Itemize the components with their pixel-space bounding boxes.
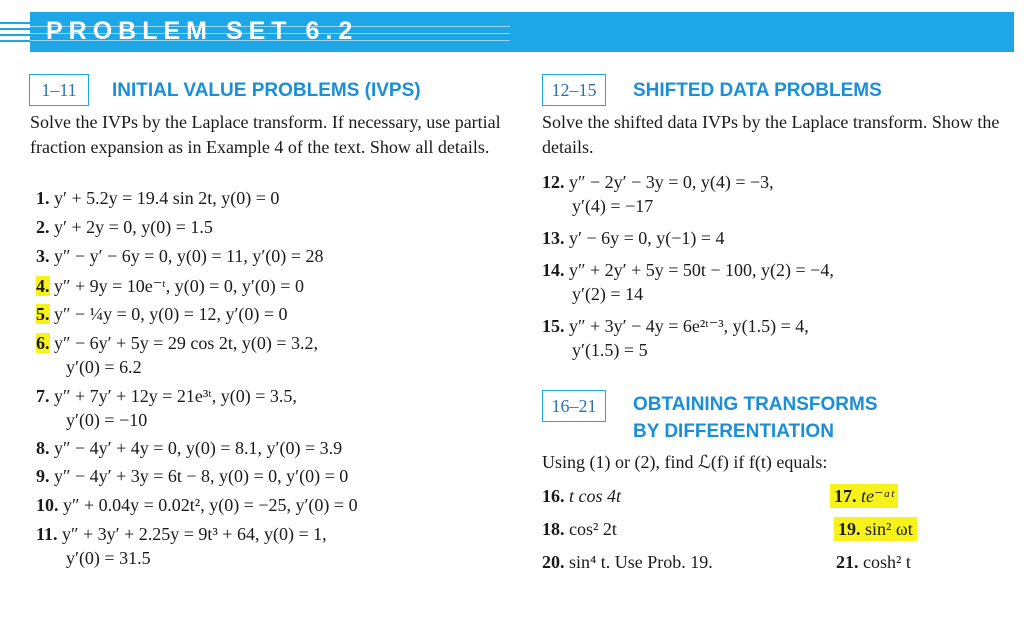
problem-item bbox=[542, 226, 725, 250]
problem-item bbox=[36, 436, 342, 460]
problem-continuation bbox=[66, 546, 151, 570]
banner-stripe bbox=[0, 28, 32, 30]
problem-item bbox=[542, 258, 834, 282]
problem-number: 4. bbox=[36, 276, 50, 296]
problem-number: 11. bbox=[36, 524, 58, 544]
problem-number: 9. bbox=[36, 466, 50, 486]
problem-number: 19. bbox=[838, 519, 861, 539]
problem-expression: te⁻ᵃᵗ bbox=[861, 486, 894, 506]
problem-number: 15. bbox=[542, 316, 565, 336]
problem-expression: y″ − ¼y = 0, y(0) = 12, y′(0) = 0 bbox=[54, 304, 288, 324]
problem-expression: cos² 2t bbox=[569, 519, 617, 539]
problem-expression: y′(2) = 14 bbox=[572, 284, 644, 304]
problem-item bbox=[36, 274, 304, 298]
problem-item bbox=[36, 331, 318, 355]
problem-expression: y″ + 9y = 10e⁻ᵗ, y(0) = 0, y′(0) = 0 bbox=[54, 276, 304, 296]
problem-expression: y′ − 6y = 0, y(−1) = 4 bbox=[569, 228, 725, 248]
problem-expression: y′ + 5.2y = 19.4 sin 2t, y(0) = 0 bbox=[54, 188, 280, 208]
problem-expression: y″ − 4y′ + 4y = 0, y(0) = 8.1, y′(0) = 3.9 bbox=[54, 438, 343, 458]
problem-expression: t cos 4t bbox=[569, 486, 621, 506]
section-range-tag: 12–15 bbox=[542, 74, 606, 106]
problem-continuation bbox=[572, 282, 643, 306]
problem-item bbox=[36, 302, 288, 326]
banner-stripe bbox=[0, 34, 32, 36]
problem-item bbox=[542, 550, 713, 574]
problem-expression: y″ + 3y′ + 2.25y = 9t³ + 64, y(0) = 1, bbox=[62, 524, 327, 544]
problem-item bbox=[36, 186, 279, 210]
problem-item-highlighted bbox=[834, 517, 917, 541]
problem-item bbox=[36, 522, 327, 546]
problem-expression: y″ + 7y′ + 12y = 21e³ᵗ, y(0) = 3.5, bbox=[54, 386, 297, 406]
problem-item bbox=[542, 517, 617, 541]
problem-number: 13. bbox=[542, 228, 565, 248]
problem-continuation bbox=[66, 355, 142, 379]
problem-continuation bbox=[572, 338, 648, 362]
problem-number: 10. bbox=[36, 495, 59, 515]
problem-expression: y″ − 2y′ − 3y = 0, y(4) = −3, bbox=[569, 172, 774, 192]
problem-number: 18. bbox=[542, 519, 565, 539]
section-range-tag: 1–11 bbox=[29, 74, 89, 106]
problem-item bbox=[542, 170, 774, 194]
problem-number: 6. bbox=[36, 333, 50, 353]
section-range-tag: 16–21 bbox=[542, 390, 606, 422]
problem-expression: y″ + 3y′ − 4y = 6e²ᵗ⁻³, y(1.5) = 4, bbox=[569, 316, 809, 336]
problem-number: 1. bbox=[36, 188, 50, 208]
problem-expression: y′(0) = 31.5 bbox=[66, 548, 151, 568]
problem-number: 2. bbox=[36, 217, 50, 237]
problem-number: 16. bbox=[542, 486, 565, 506]
problem-number: 21. bbox=[836, 552, 859, 572]
problem-continuation bbox=[66, 408, 147, 432]
problem-number: 8. bbox=[36, 438, 50, 458]
problem-number: 14. bbox=[542, 260, 565, 280]
page-title: PROBLEM SET 6.2 bbox=[46, 17, 359, 45]
section-heading: SHIFTED DATA PROBLEMS bbox=[633, 80, 882, 101]
problem-expression: y″ − y′ − 6y = 0, y(0) = 11, y′(0) = 28 bbox=[54, 246, 324, 266]
banner-stripe bbox=[0, 40, 32, 42]
problem-item bbox=[36, 493, 358, 517]
problem-expression: y′(0) = −10 bbox=[66, 410, 148, 430]
problem-item bbox=[36, 464, 348, 488]
problem-expression: y′(4) = −17 bbox=[572, 196, 654, 216]
problem-number: 3. bbox=[36, 246, 50, 266]
problem-expression: y″ − 6y′ + 5y = 29 cos 2t, y(0) = 3.2, bbox=[54, 333, 319, 353]
problem-item bbox=[542, 314, 809, 338]
problem-expression: y′(0) = 6.2 bbox=[66, 357, 142, 377]
problem-expression: cosh² t bbox=[863, 552, 911, 572]
problem-expression: sin⁴ t. Use Prob. 19. bbox=[569, 552, 713, 572]
problem-expression: y′ + 2y = 0, y(0) = 1.5 bbox=[54, 217, 213, 237]
banner-stripe bbox=[0, 22, 32, 24]
heading-line: BY DIFFERENTIATION bbox=[633, 421, 834, 442]
problem-item bbox=[542, 484, 621, 508]
problem-number: 5. bbox=[36, 304, 50, 324]
problem-continuation bbox=[572, 194, 653, 218]
section-heading: INITIAL VALUE PROBLEMS (IVPS) bbox=[112, 80, 421, 101]
problem-expression: y″ + 0.04y = 0.02t², y(0) = −25, y′(0) = 0 bbox=[63, 495, 358, 515]
problem-number: 20. bbox=[542, 552, 565, 572]
section-heading bbox=[633, 391, 878, 445]
problem-item bbox=[36, 215, 213, 239]
section-intro: Solve the shifted data IVPs by the Laplace transform. Show the details. bbox=[542, 112, 1000, 157]
problem-number: 7. bbox=[36, 386, 50, 406]
problem-number: 12. bbox=[542, 172, 565, 192]
heading-line: OBTAINING TRANSFORMS bbox=[633, 394, 878, 415]
problem-expression: sin² ωt bbox=[865, 519, 913, 539]
problem-number: 17. bbox=[834, 486, 857, 506]
problem-item bbox=[836, 550, 911, 574]
problem-item bbox=[36, 384, 297, 408]
problem-expression: y″ − 4y′ + 3y = 6t − 8, y(0) = 0, y′(0) = 0 bbox=[54, 466, 349, 486]
section-intro: Using (1) or (2), find ℒ(f) if f(t) equals: bbox=[542, 452, 828, 472]
problem-expression: y″ + 2y′ + 5y = 50t − 100, y(2) = −4, bbox=[569, 260, 834, 280]
problem-expression: y′(1.5) = 5 bbox=[572, 340, 648, 360]
problem-item bbox=[36, 244, 323, 268]
problem-item-highlighted bbox=[830, 484, 898, 508]
section-intro: Solve the IVPs by the Laplace transform. If necessary, use partial fraction expansion as in Example 4 of the text. Show all details. bbox=[30, 112, 501, 157]
